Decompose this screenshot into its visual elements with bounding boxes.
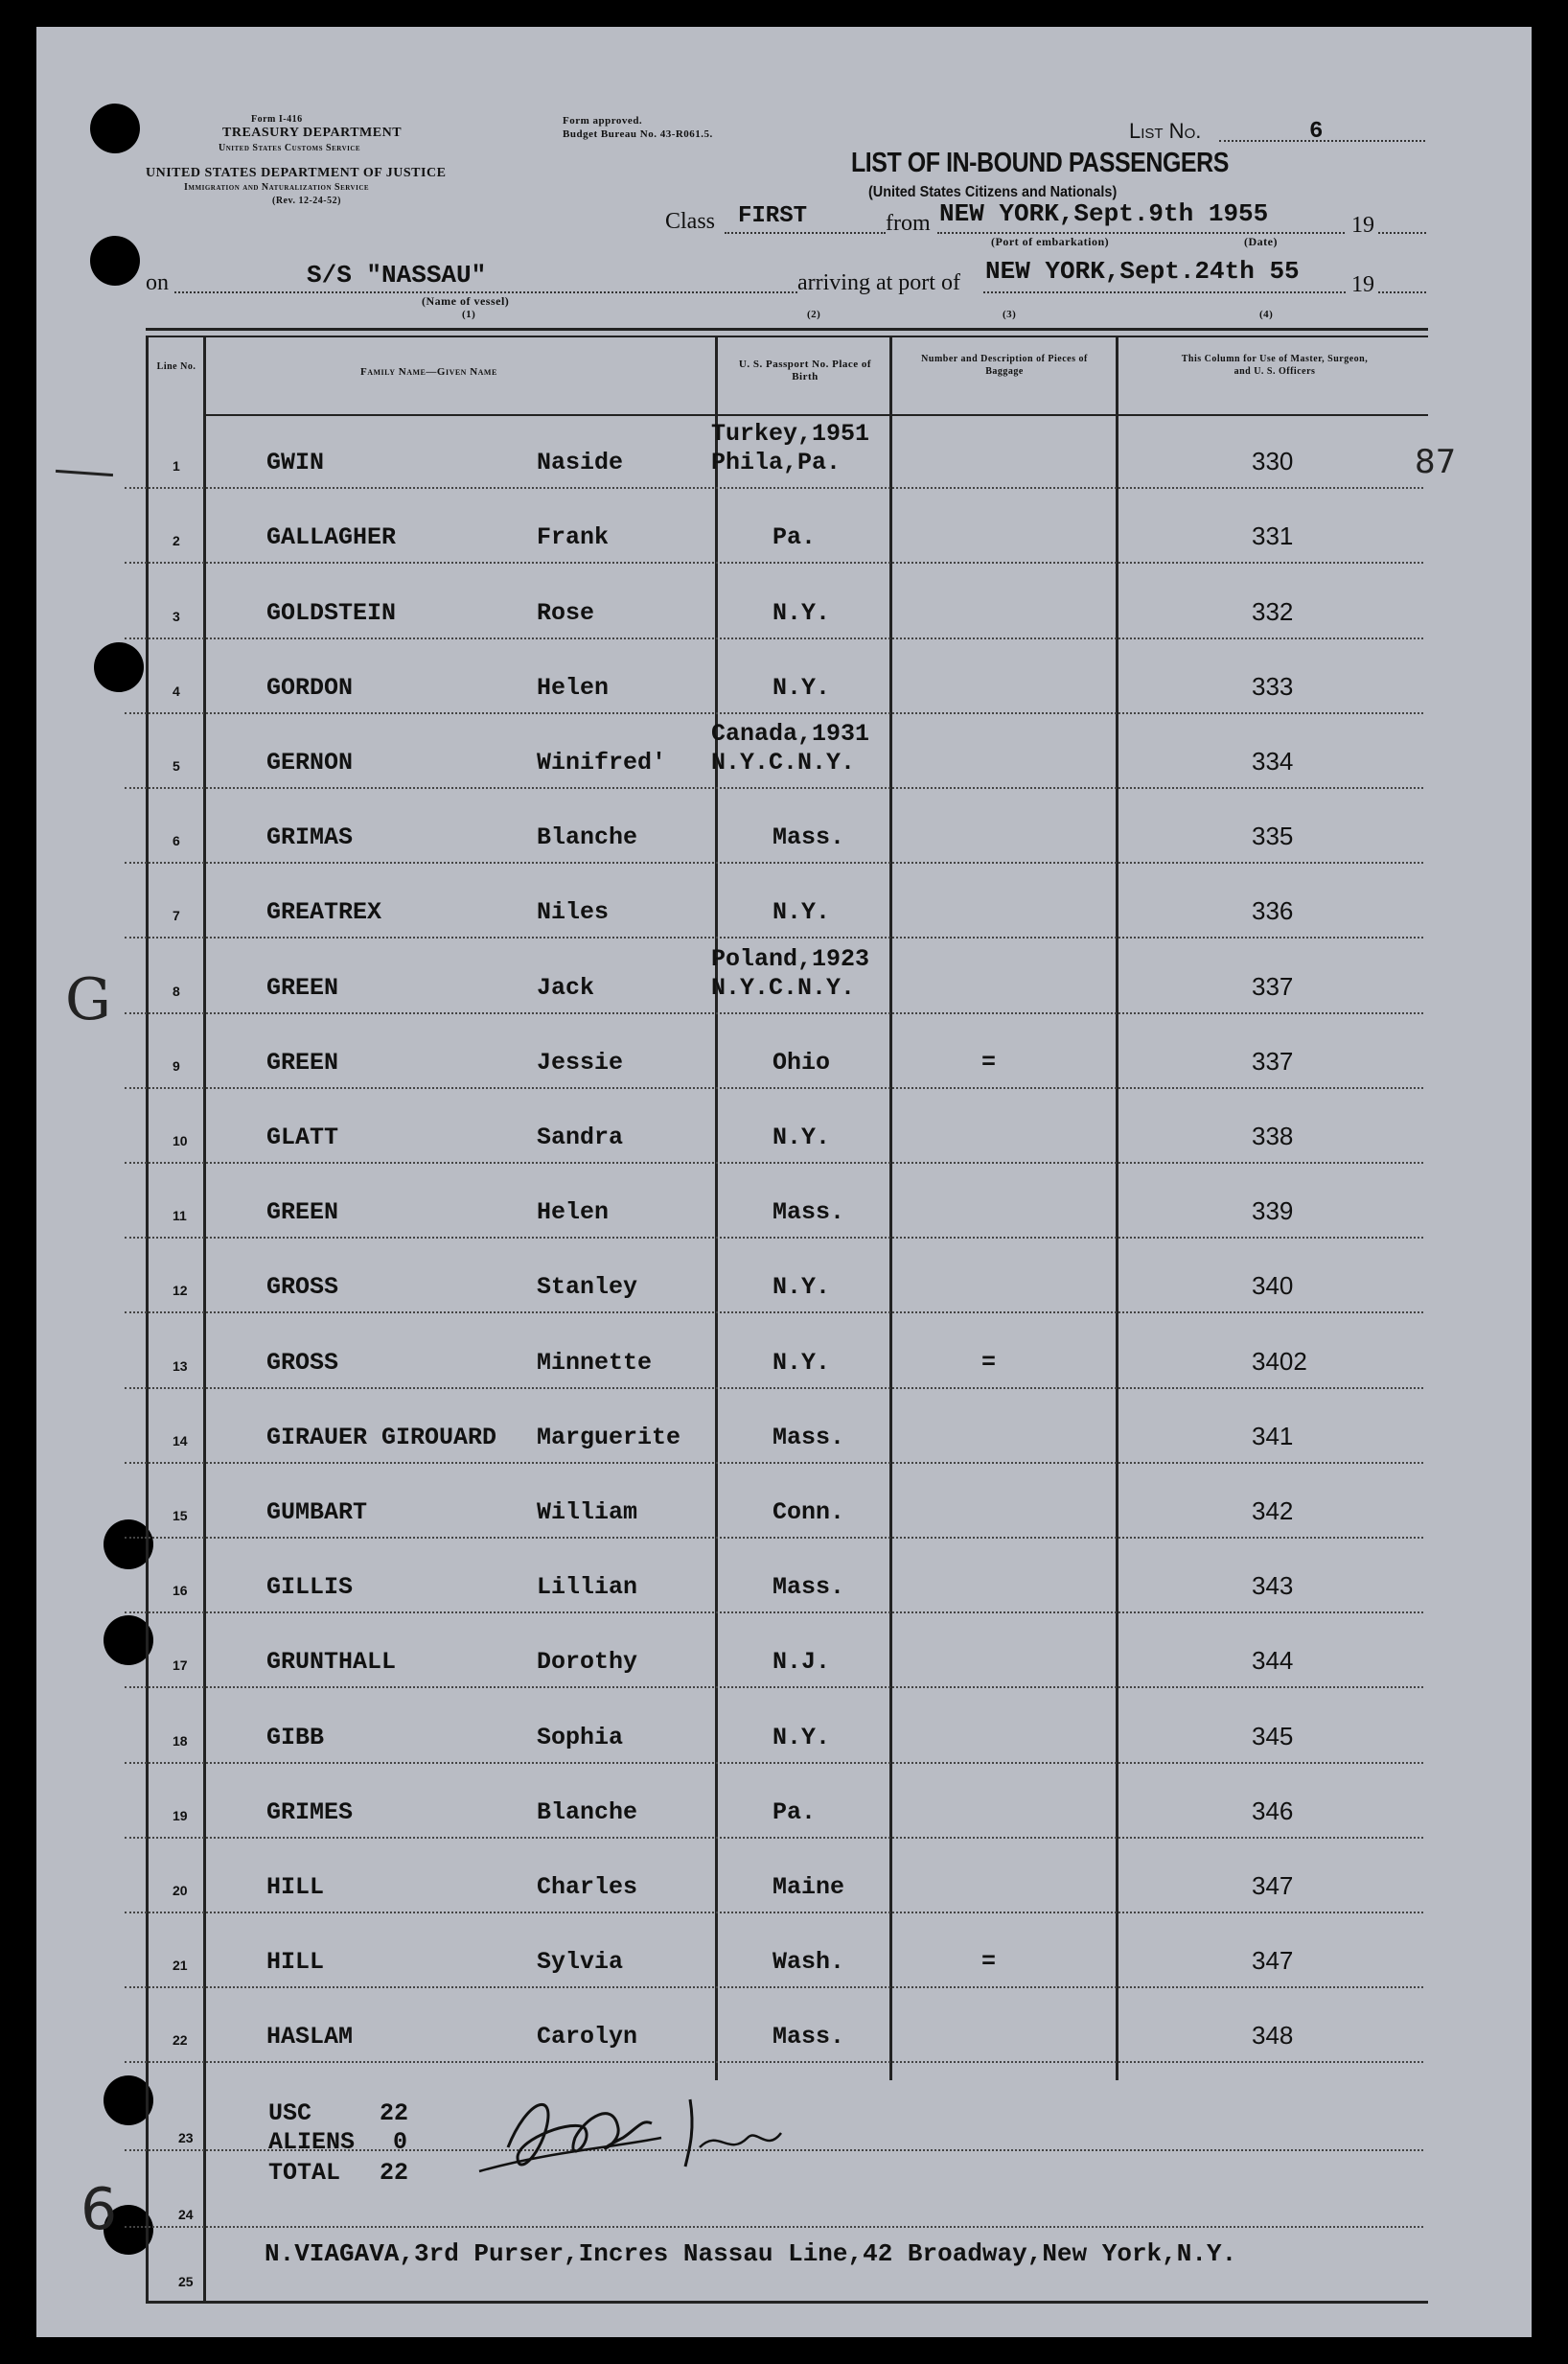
family-name: GIBB (266, 1723, 325, 1751)
given-name: Rose (537, 598, 595, 627)
officer-number: 340 (1252, 1271, 1294, 1301)
given-name: Minnette (537, 1348, 653, 1377)
row-separator (125, 2226, 1423, 2228)
given-name: Lillian (537, 1573, 638, 1602)
col-index-1: (1) (462, 309, 476, 320)
officer-number: 342 (1252, 1496, 1294, 1525)
officer-number: 344 (1252, 1646, 1294, 1676)
row-separator (125, 1311, 1423, 1313)
line-number: 22 (173, 2032, 188, 2049)
officer-number: 338 (1252, 1122, 1294, 1150)
given-name: Stanley (537, 1273, 638, 1302)
row-separator (125, 937, 1423, 939)
family-name: GALLAGHER (266, 523, 397, 552)
officer-number: 346 (1252, 1796, 1294, 1825)
usc-value: 22 (380, 2099, 409, 2127)
table-top-rule-2 (146, 336, 1428, 337)
family-name: GROSS (266, 1273, 339, 1302)
arriving-line (983, 291, 1346, 293)
year-line-2 (1378, 291, 1426, 293)
line-number: 15 (173, 1508, 188, 1523)
page-title: LIST OF IN-BOUND PASSENGERS (851, 148, 1229, 178)
given-name: Marguerite (537, 1423, 681, 1451)
family-name: GREATREX (266, 898, 382, 927)
revision-label: (Rev. 12-24-52) (272, 196, 341, 206)
row-separator (125, 1986, 1423, 1988)
col-divider-line (203, 336, 206, 2301)
officer-number: 3402 (1252, 1346, 1307, 1376)
officer-number: 347 (1252, 1946, 1294, 1976)
year-prefix-2: 19 (1351, 272, 1374, 297)
line-number: 18 (173, 1732, 188, 1749)
line-number: 1 (173, 458, 180, 475)
line-number: 25 (178, 2274, 194, 2289)
given-name: Naside (537, 449, 624, 477)
line-number: 23 (178, 2130, 194, 2145)
treasury-label: TREASURY DEPARTMENT (222, 126, 403, 140)
line-number: 7 (173, 908, 180, 924)
list-no-value: 6 (1309, 119, 1324, 145)
given-name: Sophia (537, 1723, 624, 1751)
aliens-value: 0 (393, 2128, 408, 2156)
given-name: Helen (537, 673, 610, 702)
page-number-handwritten: 87 (1415, 443, 1457, 481)
col-index-2: (2) (807, 309, 821, 320)
from-label: from (886, 211, 931, 236)
place-of-birth: Mass. (772, 1198, 845, 1227)
place-of-birth: N.Y. (772, 1348, 831, 1377)
list-no-label: List No. (1129, 119, 1202, 143)
year-prefix-1: 19 (1351, 213, 1374, 238)
col-index-4: (4) (1259, 309, 1274, 320)
given-name: Blanche (537, 823, 638, 852)
year-line-1 (1378, 232, 1426, 234)
family-name: GUMBART (266, 1498, 368, 1526)
line-number: 12 (173, 1283, 188, 1299)
form-approved: Form approved. (563, 115, 643, 127)
officer-number: 331 (1252, 521, 1294, 551)
margin-mark-g: G (65, 966, 111, 1033)
row-separator (125, 1387, 1423, 1389)
arriving-value: NEW YORK,Sept.24th 55 (985, 257, 1300, 286)
class-label: Class (665, 209, 716, 234)
line-number: 10 (173, 1133, 188, 1148)
table-top-rule (146, 328, 1428, 331)
given-name: Winifred' (537, 749, 667, 776)
on-label: on (146, 270, 169, 295)
immigration-label: Immigration and Naturalization Service (184, 182, 370, 193)
total-value: 22 (380, 2159, 409, 2187)
col-index-3: (3) (1003, 309, 1017, 320)
given-name: Frank (537, 523, 610, 552)
officer-number: 337 (1252, 971, 1294, 1001)
family-name: HASLAM (266, 2023, 354, 2051)
baggage-mark: = (981, 1048, 997, 1077)
row-separator (125, 862, 1423, 864)
budget-number: Budget Bureau No. 43-R061.5. (563, 128, 713, 140)
punch-hole (90, 104, 140, 153)
row-separator (125, 1912, 1423, 1913)
class-value: FIRST (738, 203, 808, 229)
row-separator (125, 1162, 1423, 1164)
officer-number: 332 (1252, 596, 1294, 626)
line-number: 2 (173, 533, 180, 549)
line-number: 21 (173, 1958, 188, 1974)
line-number: 6 (173, 833, 180, 849)
place-of-birth: Ohio (772, 1048, 831, 1077)
place-of-birth: N.Y. (772, 1124, 831, 1151)
arriving-label: arriving at port of (797, 270, 960, 295)
class-line (725, 232, 886, 234)
line-number: 5 (173, 758, 180, 774)
place-of-birth: Wash. (772, 1948, 845, 1977)
line-number: 20 (173, 1883, 188, 1898)
given-name: Charles (537, 1873, 638, 1901)
total-label: TOTAL (268, 2159, 341, 2187)
place-of-birth: N.Y. (772, 1273, 831, 1302)
vessel-line (174, 291, 797, 293)
table-bottom-rule (146, 2301, 1428, 2304)
given-name: Niles (537, 898, 610, 927)
place-of-birth: Mass. (772, 823, 845, 852)
birth-note: Poland,1923 (711, 944, 870, 973)
row-separator (125, 1537, 1423, 1539)
officer-number: 345 (1252, 1721, 1294, 1750)
row-separator (125, 1837, 1423, 1839)
col-divider-line (146, 336, 149, 2301)
officer-number: 336 (1252, 896, 1294, 926)
officer-number: 334 (1252, 747, 1294, 776)
row-separator (125, 487, 1423, 489)
place-of-birth: Pa. (772, 523, 817, 552)
given-name: William (537, 1498, 638, 1526)
date-caption: (Date) (1244, 235, 1278, 248)
officer-number: 341 (1252, 1421, 1294, 1450)
given-name: Sylvia (537, 1948, 624, 1977)
place-of-birth: Mass. (772, 2023, 845, 2051)
place-of-birth: N.Y.C.N.Y. (711, 973, 856, 1002)
from-line (937, 232, 1345, 234)
punch-hole (90, 236, 140, 286)
row-separator (125, 712, 1423, 714)
from-value: NEW YORK,Sept.9th 1955 (939, 199, 1269, 228)
line-number: 24 (178, 2207, 194, 2222)
family-name: GERNON (266, 749, 354, 776)
margin-mark-6: 6 (81, 2176, 118, 2243)
given-name: Blanche (537, 1797, 638, 1826)
officer-number: 343 (1252, 1571, 1294, 1601)
family-name: GREEN (266, 973, 339, 1002)
officer-number: 330 (1252, 447, 1294, 476)
line-number: 19 (173, 1807, 188, 1823)
row-separator (125, 1462, 1423, 1464)
family-name: HILL (266, 1948, 325, 1977)
row-separator (125, 1686, 1423, 1688)
officer-number: 347 (1252, 1871, 1294, 1900)
place-of-birth: N.Y.C.N.Y. (711, 749, 856, 776)
line-number: 13 (173, 1357, 188, 1374)
vessel-caption: (Name of vessel) (422, 294, 510, 308)
column-header-passport: U. S. Passport No. Place of Birth (738, 359, 872, 382)
family-name: GROSS (266, 1348, 339, 1377)
birth-note: Canada,1931 (711, 720, 870, 748)
family-name: HILL (266, 1873, 325, 1901)
family-name: GRIMES (266, 1797, 354, 1826)
row-separator (125, 637, 1423, 639)
family-name: GRUNTHALL (266, 1648, 397, 1677)
usc-label: USC (268, 2099, 312, 2127)
officer-number: 333 (1252, 671, 1294, 701)
customs-label: United States Customs Service (219, 143, 361, 153)
place-of-birth: N.Y. (772, 598, 831, 627)
baggage-mark: = (981, 1948, 997, 1977)
place-of-birth: Phila,Pa. (711, 449, 842, 477)
family-name: GLATT (266, 1124, 339, 1151)
row-separator (125, 1087, 1423, 1089)
place-of-birth: N.Y. (772, 673, 831, 702)
given-name: Carolyn (537, 2023, 638, 2051)
family-name: GILLIS (266, 1573, 354, 1602)
place-of-birth: Pa. (772, 1797, 817, 1826)
port-embark-caption: (Port of embarkation) (991, 235, 1110, 248)
place-of-birth: N.J. (772, 1648, 831, 1677)
place-of-birth: Conn. (772, 1498, 845, 1526)
purser-line: N.VIAGAVA,3rd Purser,Incres Nassau Line,42 Broadway,New York,N.Y. (265, 2239, 1237, 2268)
officer-number: 337 (1252, 1046, 1294, 1076)
signature (470, 2061, 815, 2195)
vessel-name: S/S "NASSAU" (307, 261, 487, 290)
given-name: Jack (537, 973, 595, 1002)
family-name: GREEN (266, 1048, 339, 1077)
family-name: GOLDSTEIN (266, 598, 397, 627)
column-header-officers: This Column for Use of Master, Surgeon, and U. S. Officers (1181, 354, 1369, 377)
row-separator (125, 1611, 1423, 1613)
aliens-label: ALIENS (268, 2128, 356, 2156)
row-separator (125, 1012, 1423, 1014)
birth-note: Turkey,1951 (711, 420, 870, 449)
given-name: Sandra (537, 1124, 624, 1151)
col-divider-passport (889, 336, 892, 2080)
col-divider-baggage (1116, 336, 1118, 2080)
baggage-mark: = (981, 1348, 997, 1377)
family-name: GREEN (266, 1198, 339, 1227)
line-number: 17 (173, 1657, 188, 1674)
officer-number: 348 (1252, 2021, 1294, 2051)
row-separator (125, 562, 1423, 564)
row-separator (125, 787, 1423, 789)
family-name: GIRAUER GIROUARD (266, 1423, 497, 1451)
line-number: 4 (173, 683, 180, 699)
officer-number: 335 (1252, 822, 1294, 851)
row-separator (125, 1237, 1423, 1239)
given-name: Jessie (537, 1048, 624, 1077)
line-number: 16 (173, 1583, 188, 1599)
family-name: GWIN (266, 449, 325, 477)
form-number: Form I-416 (251, 114, 303, 125)
column-header-line-no: Line No. (156, 361, 196, 372)
column-header-name: Family Name—Given Name (360, 366, 497, 378)
punch-hole (94, 642, 144, 692)
place-of-birth: N.Y. (772, 1723, 831, 1751)
line-number: 8 (173, 983, 180, 999)
row-separator (125, 1762, 1423, 1764)
line-number: 3 (173, 608, 180, 624)
col-divider-name (715, 336, 718, 2080)
place-of-birth: N.Y. (772, 898, 831, 927)
header-bottom-rule (203, 414, 1428, 416)
page-subtitle: (United States Citizens and Nationals) (868, 184, 1118, 200)
family-name: GRIMAS (266, 823, 354, 852)
line-number: 9 (173, 1057, 180, 1074)
officer-number: 339 (1252, 1196, 1294, 1226)
line-number: 14 (173, 1432, 188, 1449)
place-of-birth: Maine (772, 1873, 845, 1901)
given-name: Dorothy (537, 1648, 638, 1677)
line-number: 11 (173, 1208, 187, 1224)
family-name: GORDON (266, 673, 354, 702)
given-name: Helen (537, 1198, 610, 1227)
justice-label: UNITED STATES DEPARTMENT OF JUSTICE (146, 166, 447, 180)
column-header-baggage: Number and Description of Pieces of Baggage (921, 354, 1088, 377)
place-of-birth: Mass. (772, 1423, 845, 1451)
place-of-birth: Mass. (772, 1573, 845, 1602)
